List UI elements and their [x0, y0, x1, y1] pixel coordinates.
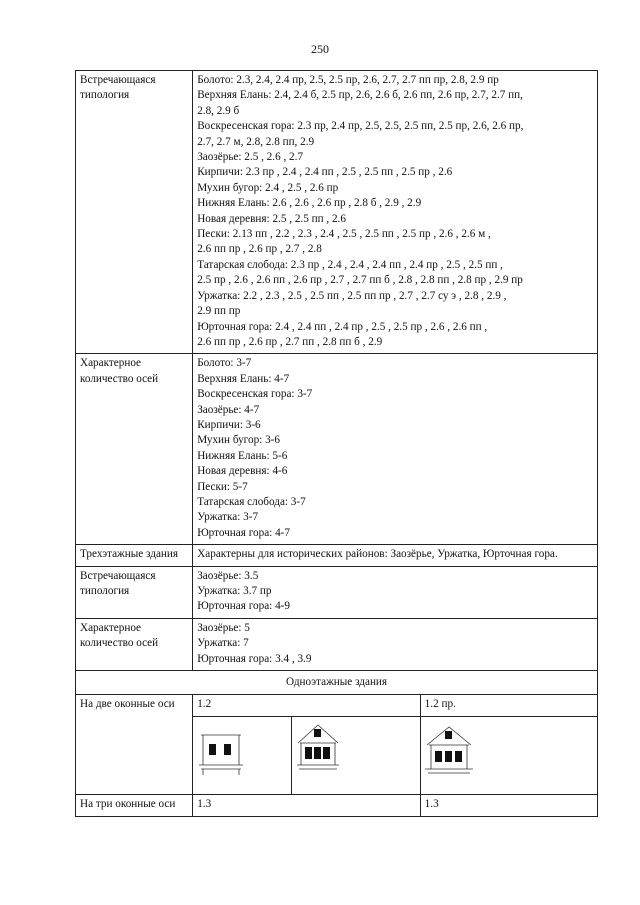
text-line: Воскресенская гора: 2.3 пр, 2.4 пр, 2.5, 2.5, 2.5 пп, 2.5 пр, 2.6, 2.6 пр,	[197, 120, 524, 133]
house-sketch-cell	[420, 716, 597, 794]
table-row	[76, 545, 598, 566]
row-value	[193, 354, 598, 545]
house-sketch-icon	[193, 717, 288, 789]
text-line: Юрточная гора: 4-7	[197, 526, 290, 539]
text-line: Болото: 3-7	[197, 357, 252, 370]
text-line: 2.6 пп пр , 2.6 пр , 2.7 пп , 2.8 пп б , 2.9	[197, 335, 383, 348]
text-line: Новая деревня: 4-6	[197, 465, 288, 478]
text-line: Юрточная гора: 2.4 , 2.4 пп , 2.4 пр , 2.5 , 2.5 пр , 2.6 , 2.6 пп ,	[197, 320, 488, 333]
text-line: Пески: 5-7	[197, 480, 248, 493]
text-line: Нижняя Елань: 2.6 , 2.6 , 2.6 пр , 2.8 б , 2.9 , 2.9	[197, 197, 422, 210]
text-line: Уржатка: 2.2 , 2.3 , 2.5 , 2.5 пп , 2.5 пп пр , 2.7 , 2.7 су э , 2.8 , 2.9 ,	[197, 289, 507, 302]
table-row	[76, 566, 598, 618]
row-value	[193, 71, 598, 354]
row-value	[193, 618, 598, 670]
table-row	[76, 695, 598, 716]
text-line: Татарская слобода: 2.3 пр , 2.4 , 2.4 , 2.4 пп , 2.4 пр , 2.5 , 2.5 пп ,	[197, 258, 503, 271]
row-label: На три оконные оси	[76, 795, 193, 816]
row-value	[193, 545, 598, 566]
text-line: Уржатка: 3-7	[197, 511, 259, 524]
text-line: Новая деревня: 2.5 , 2.5 пп , 2.6	[197, 212, 346, 225]
row-label: Трехэтажные здания	[76, 545, 193, 566]
text-line: Заозёрье: 2.5 , 2.6 , 2.7	[197, 151, 304, 164]
type-code: 1.2	[193, 695, 420, 716]
text-line: Заозёрье: 4-7	[197, 403, 260, 416]
row-label: Встречающаяся типология	[76, 566, 193, 618]
type-code: 1.2 пр.	[420, 695, 597, 716]
text-line: Нижняя Елань: 5-6	[197, 449, 288, 462]
type-code: 1.3	[193, 795, 420, 816]
text-line: Кирпичи: 2.3 пр , 2.4 , 2.4 пп , 2.5 , 2.5 пп , 2.5 пр , 2.6	[197, 166, 453, 179]
text-line: 2.5 пр , 2.6 , 2.6 пп , 2.6 пр , 2.7 , 2.7 пп б , 2.8 , 2.8 пп , 2.8 пр , 2.9 пр	[197, 274, 523, 287]
text-line: Уржатка: 7	[197, 637, 249, 650]
text-line: Юрточная гора: 4-9	[197, 600, 290, 613]
text-line: Воскресенская гора: 3-7	[197, 388, 313, 401]
table-row	[76, 71, 598, 354]
text-line: Заозёрье: 5	[197, 621, 250, 634]
section-row	[76, 671, 598, 695]
text-line: Верхняя Елань: 2.4, 2.4 б, 2.5 пр, 2.6, 2.6 б, 2.6 пп, 2.6 пр, 2.7, 2.7 пп,	[197, 89, 523, 102]
text-line: 2.7, 2.7 м, 2.8, 2.8 пп, 2.9	[197, 135, 315, 148]
text-line: 2.6 пп пр , 2.6 пр , 2.7 , 2.8	[197, 243, 322, 256]
table-row	[76, 795, 598, 816]
text-line: Характерны для исторических районов: Заозёрье, Уржатка, Юрточная гора.	[197, 548, 558, 561]
text-line: Мухин бугор: 3-6	[197, 434, 280, 447]
table-row	[76, 618, 598, 670]
house-sketch-cell	[193, 716, 291, 794]
house-sketch-icon	[421, 717, 591, 789]
row-label: Встречающаяся типология	[76, 71, 193, 354]
section-title: Одноэтажные здания	[76, 671, 598, 695]
house-sketch-cell	[291, 716, 420, 794]
table-row	[76, 354, 598, 545]
type-code: 1.3	[420, 795, 597, 816]
text-line: Пески: 2.13 пп , 2.2 , 2.3 , 2.4 , 2.5 , 2.5 пп , 2.5 пр , 2.6 , 2.6 м ,	[197, 228, 491, 241]
text-line: Кирпичи: 3-6	[197, 418, 261, 431]
text-line: Заозёрье: 3.5	[197, 569, 259, 582]
row-value	[193, 566, 598, 618]
text-line: 2.9 пп пр	[197, 305, 241, 318]
text-line: Верхняя Елань: 4-7	[197, 372, 290, 385]
text-line: Болото: 2.3, 2.4, 2.4 пр, 2.5, 2.5 пр, 2.6, 2.7, 2.7 пп пр, 2.8, 2.9 пр	[197, 74, 499, 86]
text-line: Татарская слобода: 3-7	[197, 495, 306, 508]
row-label: Характерное количество осей	[76, 618, 193, 670]
text-line: 2.8, 2.9 б	[197, 104, 240, 117]
house-sketch-icon	[292, 717, 417, 789]
page-number: 250	[311, 42, 329, 56]
row-label: На две оконные оси	[76, 695, 193, 795]
text-line: Уржатка: 3.7 пр	[197, 585, 272, 597]
row-label: Характерное количество осей	[76, 354, 193, 545]
text-line: Мухин бугор: 2.4 , 2.5 , 2.6 пр	[197, 181, 339, 194]
text-line: Юрточная гора: 3.4 , 3.9	[197, 652, 312, 665]
typology-table	[75, 70, 598, 817]
